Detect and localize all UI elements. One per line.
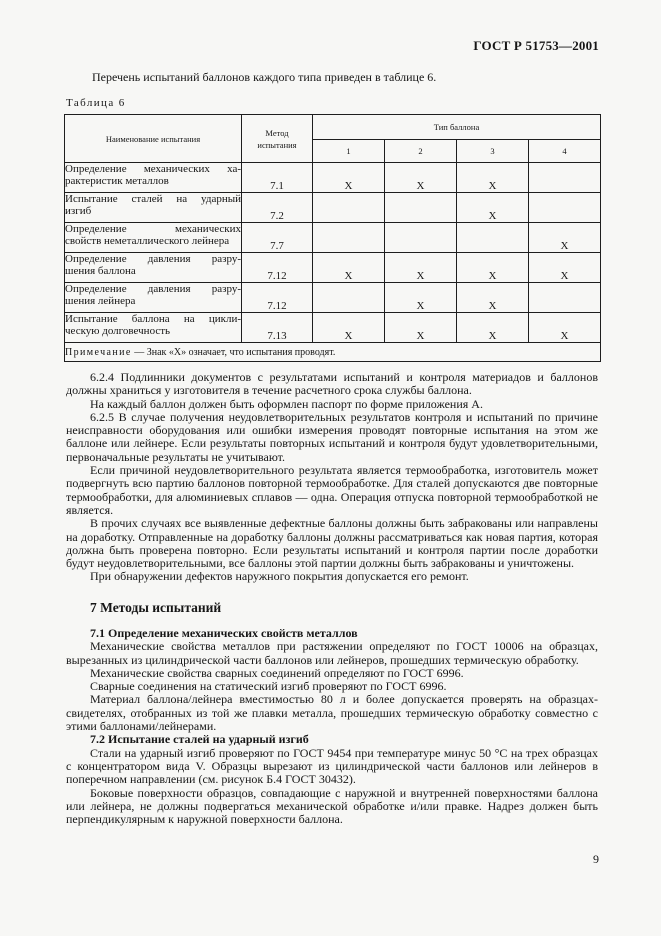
- test-name-line1: Определение давления разру-: [65, 283, 241, 295]
- table-label: Таблица 6: [66, 97, 126, 109]
- paragraph: При обнаружении дефектов наружного покрытия допускается его ремонт.: [90, 569, 469, 584]
- table-row: [65, 163, 601, 193]
- paragraph: Материал баллона/лейнера вместимостью 80 л и более допускается проверять на образцах-свидетелях, отобранных из той же плавки металла, прошедших термическую обработку совместно с этими баллонами/лейнерами.: [66, 692, 598, 734]
- test-name-cell: [65, 283, 242, 313]
- paragraph: В прочих случаях все выявленные дефектные баллоны должны быть забракованы или направлены на доработку. Отправленные на доработку баллоны должны рассматриваться как новая партия, которая должна быть проверена повторно. Если результаты испытаний и контроля партии после доработки будут неудовлетворительными, все баллоны этой партии должны быть забракованы и уничтожены.: [66, 516, 598, 571]
- document-header: ГОСТ Р 51753—2001: [473, 38, 599, 53]
- test-name-line2: изгиб: [65, 205, 92, 217]
- column-header-cylinder-type: Тип баллона: [313, 115, 601, 140]
- subsection-7-2-title: 7.2 Испытание сталей на ударный изгиб: [90, 732, 309, 747]
- table-row: [65, 283, 601, 313]
- method-cell: 7.13: [242, 313, 313, 343]
- test-name-line2: шения баллона: [65, 265, 136, 277]
- type-2-mark-cell: X: [385, 253, 457, 283]
- type-2-mark-cell: [385, 193, 457, 223]
- page-number: 9: [593, 852, 599, 866]
- type-4-mark-cell: [529, 193, 601, 223]
- test-name-line1: Определение механических ха-: [65, 163, 241, 175]
- subsection-7-2-paragraphs: [66, 745, 598, 827]
- type-3-mark-cell: X: [457, 163, 529, 193]
- type-2-mark-cell: X: [385, 163, 457, 193]
- type-1-mark-cell: X: [313, 163, 385, 193]
- type-4-mark-cell: X: [529, 313, 601, 343]
- type-header-2: 2: [385, 140, 457, 163]
- paragraph: Боковые поверхности образцов, совпадающие с наружной и внутренней поверхностями баллона или лейнера, не должны подвергаться механической обработке и/или правке. Надрез должен быть перпендикулярным к наружной поверхности баллона.: [66, 785, 598, 827]
- section-6-paragraphs: [66, 370, 598, 584]
- section-7-body: [66, 626, 598, 827]
- method-cell: 7.12: [242, 253, 313, 283]
- column-header-method: [242, 115, 313, 163]
- test-name-cell: [65, 193, 242, 223]
- type-3-mark-cell: [457, 223, 529, 253]
- paragraph: 6.2.5 В случае получения неудовлетворительных результатов контроля и испытаний по причине неисправности оборудования или ошибки измерения проводят повторные испытания на этом же баллоне или лейнере. Если результаты повторных испытаний и контроля будут удовлетворительными, первоначальные результаты не учитывают.: [66, 409, 598, 464]
- paragraph: Стали на ударный изгиб проверяют по ГОСТ 9454 при температуре минус 50 °С на трех образцах с концентратором вида V. Образцы вырезают из цилиндрической части баллонов или лейнеров в поперечном направлении (см. рисунок Б.4 ГОСТ 30432).: [66, 745, 598, 787]
- table-row: [65, 193, 601, 223]
- type-4-mark-cell: [529, 163, 601, 193]
- test-name-line1: Испытание сталей на ударный: [65, 193, 241, 205]
- table-row: [65, 313, 601, 343]
- note-text: — Знак «X» означает, что испытания проводят.: [131, 346, 336, 358]
- test-name-line2: свойств неметаллического лейнера: [65, 235, 230, 247]
- test-name-line2: ческую долговечность: [65, 325, 171, 337]
- table-body: [65, 163, 601, 343]
- type-1-mark-cell: X: [313, 253, 385, 283]
- paragraph: 6.2.4 Подлинники документов с результатами испытаний и контроля материадов и баллонов должны храниться у изготовителя в течение расчетного срока службы баллона.: [66, 370, 598, 398]
- section-title: 7 Методы испытаний: [90, 600, 222, 615]
- test-name-line1: Испытание баллона на цикли-: [65, 313, 241, 325]
- test-name-line2: шения лейнера: [65, 295, 136, 307]
- paragraph: Если причиной неудовлетворительного результата является термообработка, изготовитель может подвергнуть всю партию баллонов повторной термообработке. Для сталей допускаются две повторные термообработки, для алюминиевых сплавов — одна. Операция отпуска повторной термообработкой не является.: [66, 463, 598, 517]
- paragraph: Механические свойства сварных соединений определяют по ГОСТ 6996.: [90, 665, 464, 680]
- type-4-mark-cell: X: [529, 223, 601, 253]
- type-1-mark-cell: [313, 193, 385, 223]
- type-3-mark-cell: X: [457, 283, 529, 313]
- type-2-mark-cell: X: [385, 313, 457, 343]
- test-name-line1: Определение механических: [65, 223, 241, 235]
- method-cell: 7.2: [242, 193, 313, 223]
- test-name-cell: [65, 223, 242, 253]
- type-1-mark-cell: [313, 283, 385, 313]
- type-header-1: 1: [313, 140, 385, 163]
- method-header-line1: Метод: [265, 127, 289, 138]
- type-2-mark-cell: [385, 223, 457, 253]
- type-4-mark-cell: [529, 283, 601, 313]
- subsection-7-1-title: 7.1 Определение механических свойств металлов: [90, 626, 358, 640]
- method-cell: 7.1: [242, 163, 313, 193]
- type-3-mark-cell: X: [457, 313, 529, 343]
- table-note: [65, 343, 601, 362]
- test-name-cell: [65, 313, 242, 343]
- type-1-mark-cell: X: [313, 313, 385, 343]
- note-label: Примечание: [65, 346, 132, 358]
- test-name-cell: [65, 253, 242, 283]
- type-header-3: 3: [457, 140, 529, 163]
- type-header-4: 4: [529, 140, 601, 163]
- method-header-line2: испытания: [257, 139, 297, 150]
- subsection-7-1-paragraphs: [66, 639, 598, 734]
- test-types-table: [64, 114, 601, 362]
- type-4-mark-cell: X: [529, 253, 601, 283]
- test-name-line1: Определение давления разру-: [65, 253, 241, 265]
- table-row: [65, 253, 601, 283]
- method-cell: 7.7: [242, 223, 313, 253]
- table-row: [65, 223, 601, 253]
- paragraph: На каждый баллон должен быть оформлен паспорт по форме приложения А.: [90, 396, 483, 411]
- paragraph: Механические свойства металлов при растяжении определяют по ГОСТ 10006 на образцах, вырезанных из цилиндрической части баллонов или лейнеров, прошедших термическую обработку.: [66, 639, 598, 667]
- test-name-cell: [65, 163, 242, 193]
- paragraph: Сварные соединения на статический изгиб проверяют по ГОСТ 6996.: [90, 679, 447, 694]
- intro-text: Перечень испытаний баллонов каждого типа приведен в таблице 6.: [92, 70, 437, 84]
- column-header-test-name: Наименование испытания: [65, 115, 242, 163]
- type-3-mark-cell: X: [457, 253, 529, 283]
- type-1-mark-cell: [313, 223, 385, 253]
- test-name-line2: рактеристик металлов: [65, 175, 169, 187]
- type-2-mark-cell: X: [385, 283, 457, 313]
- type-3-mark-cell: X: [457, 193, 529, 223]
- method-cell: 7.12: [242, 283, 313, 313]
